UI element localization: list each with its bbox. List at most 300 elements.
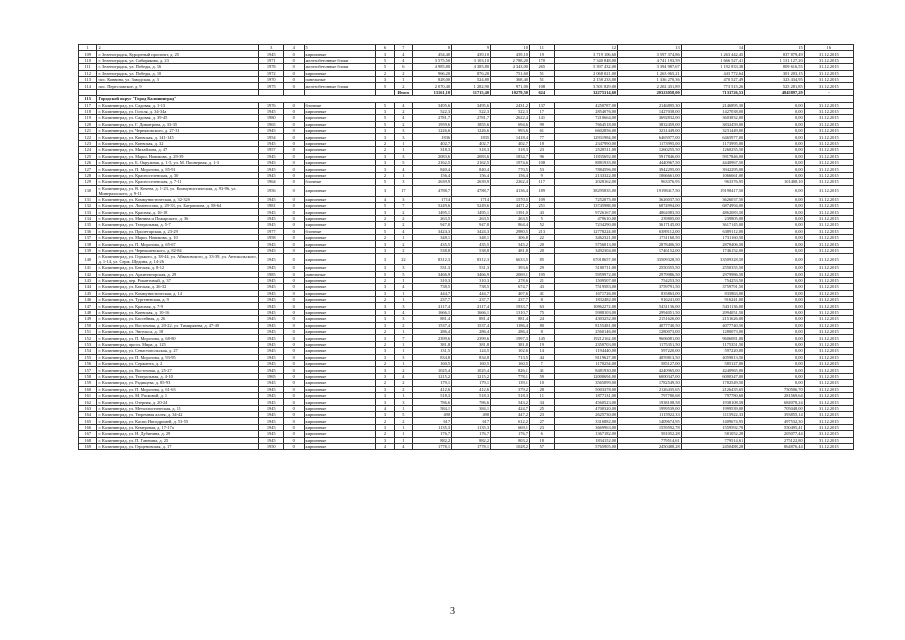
table-cell: 150: [79, 322, 97, 328]
table-cell: 3 719 106,60: [554, 51, 618, 57]
address-cell: г. Калининград, ул. Марш. Новикова, д. 29-39: [97, 153, 259, 159]
table-cell: 158: [79, 373, 97, 379]
table-cell: 518,3: [452, 392, 491, 398]
table-cell: 1: [394, 424, 412, 430]
table-cell: 153: [79, 341, 97, 347]
table-cell: 102,6: [491, 348, 530, 354]
table-cell: 2151626,00: [618, 316, 682, 322]
table-cell: 0: [284, 196, 305, 202]
table-cell: 169: [79, 444, 97, 450]
table-cell: 1173995,00: [681, 140, 745, 146]
table-cell: кирпичные: [304, 115, 376, 121]
table-cell: 301 203,15: [745, 70, 804, 76]
table-cell: 5765905,00: [554, 444, 618, 450]
table-cell: 1945: [259, 254, 284, 265]
table-cell: 2162,5: [452, 160, 491, 166]
table-cell: 3: [376, 166, 394, 172]
table-cell: 3 575,50: [413, 57, 452, 63]
table-cell: 4862083,50: [681, 209, 745, 215]
table-cell: 1976: [259, 102, 284, 108]
table-cell: 381,8: [413, 341, 452, 347]
table-cell: 5: [394, 412, 412, 418]
table-cell: 131: [79, 196, 97, 202]
table-cell: 738,5: [452, 284, 491, 290]
table-cell: 0: [284, 70, 305, 76]
table-cell: 0: [284, 57, 305, 63]
table-cell: 2347990,00: [554, 140, 618, 146]
table-cell: 5756813,00: [554, 241, 618, 247]
table-cell: 2: [394, 241, 412, 247]
table-cell: 31.12.2015: [804, 128, 853, 134]
table-cell: кирпичные: [304, 202, 376, 208]
table-cell: 7210664,00: [554, 115, 618, 121]
table-cell: 1945: [259, 335, 284, 341]
table-cell: 31.12.2015: [804, 284, 853, 290]
table-cell: 1: [394, 147, 412, 153]
table-cell: 1945: [259, 392, 284, 398]
table-cell: 128: [79, 172, 97, 178]
table-cell: 1945: [259, 399, 284, 405]
table-cell: 31.12.2015: [804, 431, 853, 437]
table-cell: 2994051,50: [618, 309, 682, 315]
address-cell: г. Калининград, ул. Театральная, д. 5-7: [97, 222, 259, 228]
table-cell: 8312,3: [413, 254, 452, 265]
table-cell: 152: [79, 335, 97, 341]
table-cell: 4862083,50: [618, 209, 682, 215]
table-cell: 205077,44: [745, 431, 804, 437]
table-cell: 2: [376, 297, 394, 303]
table-cell: 368,40: [491, 76, 530, 82]
table-cell: 1834,7: [491, 153, 530, 159]
table-cell: 0: [284, 335, 305, 341]
table-cell: 1945: [259, 196, 284, 202]
table-cell: 5249,6: [413, 202, 452, 208]
table-cell: 2: [376, 329, 394, 335]
table-cell: 141: [79, 265, 97, 271]
table-cell: 2151626,00: [681, 316, 745, 322]
table-cell: 0,00: [745, 380, 804, 386]
table-cell: 5: [376, 57, 394, 63]
table-cell: 381,8: [452, 341, 491, 347]
table-cell: 3: [394, 153, 412, 159]
table-cell: 3: [376, 437, 394, 443]
table-cell: 3: [394, 128, 412, 134]
table-cell: 77: [529, 134, 554, 140]
table-cell: кирпичные: [304, 335, 376, 341]
table-cell: 0,00: [745, 202, 804, 208]
table-cell: панельные: [304, 271, 376, 277]
table-cell: 4059813,50: [618, 354, 682, 360]
table-cell: 31.12.2015: [804, 202, 853, 208]
table-cell: кирпичные: [304, 322, 376, 328]
table-cell: 1975: [259, 83, 284, 89]
table-cell: кирпичные: [304, 360, 376, 366]
table-cell: 0: [284, 215, 305, 221]
table-cell: 176,7: [491, 431, 530, 437]
table-cell: 3: [394, 179, 412, 185]
total-cell: -: [804, 89, 853, 95]
table-cell: кирпичные: [304, 309, 376, 315]
table-cell: 31.12.2015: [804, 209, 853, 215]
table-cell: 778,1: [491, 373, 530, 379]
table-cell: 179,1: [413, 380, 452, 386]
table-cell: 132: [79, 202, 97, 208]
table-cell: кирпичные: [304, 277, 376, 283]
table-cell: 2994051,50: [681, 309, 745, 315]
table-cell: 1945: [259, 437, 284, 443]
table-cell: 966,20: [413, 70, 452, 76]
table-cell: 133: [79, 209, 97, 215]
table-cell: 0: [284, 392, 305, 398]
address-cell: г. Калининград, ул. Архитекторская, д. 29: [97, 271, 259, 277]
table-cell: 286,4: [413, 329, 452, 335]
table-cell: 31.12.2015: [804, 341, 853, 347]
table-cell: кирпичные: [304, 196, 376, 202]
table-cell: 0,00: [745, 121, 804, 127]
table-cell: 124,5: [452, 348, 491, 354]
table-cell: 828,00: [413, 76, 452, 82]
table-cell: 1409674,95: [681, 418, 745, 424]
table-cell: 113: [79, 76, 97, 82]
table-cell: 617: [452, 418, 491, 424]
table-body: [79, 45, 854, 450]
table-cell: 0: [284, 431, 305, 437]
table-cell: кирпичные: [304, 247, 376, 253]
table-cell: 1834152,00: [554, 437, 618, 443]
table-cell: 4 385,80: [452, 64, 491, 70]
table-cell: 8119627,00: [554, 354, 618, 360]
table-cell: 1: [394, 431, 412, 437]
table-cell: 31.12.2015: [804, 228, 853, 234]
table-cell: 2979986,50: [618, 271, 682, 277]
table-cell: 2133322,00: [554, 172, 618, 178]
table-cell: 4: [394, 309, 412, 315]
address-cell: г. Калининград, ул. Восточная, д. 25-27: [97, 367, 259, 373]
table-cell: 4: [394, 444, 412, 450]
housing-registry-table: [78, 44, 854, 450]
table-cell: кирпичные: [304, 373, 376, 379]
table-cell: 407,6: [491, 290, 530, 296]
table-cell: 148: [79, 309, 97, 315]
table-cell: 705048,00: [745, 405, 804, 411]
table-cell: 826,1: [491, 367, 530, 373]
table-cell: 139,1: [491, 380, 530, 386]
table-cell: 7234290,00: [554, 222, 618, 228]
table-cell: 876,20: [452, 70, 491, 76]
table-cell: 31.12.2015: [804, 172, 853, 178]
table-cell: 31.12.2015: [804, 265, 853, 271]
table-cell: 18: [529, 140, 554, 146]
table-cell: 1537,4: [413, 322, 452, 328]
table-cell: 412,6: [413, 386, 452, 392]
table-cell: кирпичные: [304, 134, 376, 140]
table-cell: 1509507,00: [554, 277, 618, 283]
table-cell: 0: [284, 160, 305, 166]
table-cell: 2: [394, 108, 412, 114]
table-cell: 31.12.2015: [804, 241, 853, 247]
table-cell: 1945: [259, 265, 284, 271]
table-cell: 2550355,50: [618, 265, 682, 271]
table-row: [79, 444, 854, 450]
table-cell: 33509328,50: [681, 254, 745, 265]
address-cell: г. Зеленоградск, Курортный проспект, д. 25: [97, 51, 259, 57]
table-cell: 2 068 021,00: [554, 70, 618, 76]
table-cell: 22: [529, 234, 554, 240]
table-cell: 61: [529, 128, 554, 134]
table-cell: 31.12.2015: [804, 70, 853, 76]
table-cell: 160,5: [413, 360, 452, 366]
table-cell: 31.12.2015: [804, 335, 853, 341]
table-cell: кирпичные: [304, 367, 376, 373]
table-cell: 490: [452, 412, 491, 418]
table-cell: 121: [79, 128, 97, 134]
table-cell: 265: [529, 64, 554, 70]
table-cell: 1: [394, 277, 412, 283]
table-cell: 31.12.2015: [804, 215, 853, 221]
table-cell: 0,00: [745, 341, 804, 347]
table-cell: кирпичные: [304, 153, 376, 159]
table-cell: 4440967,50: [618, 160, 682, 166]
table-cell: 99: [529, 121, 554, 127]
table-cell: 4077740,50: [618, 322, 682, 328]
table-cell: 0,00: [745, 196, 804, 202]
table-cell: 2 788,20: [491, 57, 530, 63]
table-cell: 0: [284, 179, 305, 185]
table-cell: 1945: [259, 166, 284, 172]
table-cell: 1115922,33: [681, 412, 745, 418]
table-cell: 1 131 127,20: [745, 57, 804, 63]
table-cell: 3942295,00: [681, 166, 745, 172]
table-cell: 835863,00: [681, 290, 745, 296]
table-cell: 2083,6: [452, 153, 491, 159]
table-cell: 1194440,00: [554, 348, 618, 354]
table-cell: 19: [529, 51, 554, 57]
table-cell: 1537,4: [452, 322, 491, 328]
table-cell: 0,00: [745, 290, 804, 296]
table-cell: 834,8: [452, 354, 491, 360]
table-cell: 1945: [259, 140, 284, 146]
table-cell: 3: [376, 160, 394, 166]
table-cell: 597220,00: [681, 348, 745, 354]
table-cell: 524,80: [452, 76, 491, 82]
table-cell: 444,7: [452, 290, 491, 296]
table-cell: 803,2: [491, 437, 530, 443]
table-cell: 1: [394, 437, 412, 443]
table-cell: 3617145,00: [618, 222, 682, 228]
table-cell: кирпичные: [304, 329, 376, 335]
table-cell: кирпичные: [304, 412, 376, 418]
table-cell: 0: [284, 185, 305, 196]
table-cell: 109: [79, 51, 97, 57]
total-cell: 13161,10: [413, 89, 452, 95]
address-cell: г. Калининград, ул. Бассейная, д. 26: [97, 316, 259, 322]
table-cell: 3: [394, 196, 412, 202]
table-cell: 165: [79, 418, 97, 424]
table-cell: 31.12.2015: [804, 444, 853, 450]
table-cell: 2028162,00: [554, 179, 618, 185]
table-cell: 881,4: [452, 316, 491, 322]
address-cell: г. Калининград, ул. Киевская, д. 141-145: [97, 134, 259, 140]
table-cell: 0: [284, 418, 305, 424]
table-cell: 402,7: [452, 140, 491, 146]
table-cell: 3495,6: [452, 102, 491, 108]
table-cell: 101408,10: [745, 179, 804, 185]
table-cell: кирпичные: [304, 215, 376, 221]
table-cell: кирпичные: [304, 254, 376, 265]
table-cell: 59: [529, 373, 554, 379]
table-cell: 8481930,00: [554, 367, 618, 373]
address-cell: г. Калининград, ул. Киевская, д. 10-16: [97, 309, 259, 315]
table-cell: 1671726,00: [554, 290, 618, 296]
address-cell: г. Зеленоградск, ул. Победы, д. 16: [97, 64, 259, 70]
table-cell: 5: [304, 45, 376, 51]
table-cell: 3466,9: [452, 271, 491, 277]
table-cell: 167: [79, 431, 97, 437]
table-cell: 1 192 833,38: [681, 64, 745, 70]
address-cell: г. Калининград, ул. Герценовская, д. 17: [97, 444, 259, 450]
table-cell: кирпичные: [304, 386, 376, 392]
table-cell: 779514,61: [618, 437, 682, 443]
table-cell: 161: [79, 392, 97, 398]
table-cell: 3: [376, 303, 394, 309]
table-cell: 2399,6: [413, 335, 452, 341]
table-cell: 2: [376, 215, 394, 221]
table-cell: 0: [284, 241, 305, 247]
table-cell: 2: [376, 172, 394, 178]
table-cell: 4: [394, 284, 412, 290]
table-cell: 112: [79, 70, 97, 76]
address-cell: г. Калининград, ул. Кемеровая, д. 17-17а: [97, 424, 259, 430]
table-cell: 162: [79, 399, 97, 405]
table-cell: 3 597 374,86: [618, 51, 682, 57]
table-cell: 25: [529, 405, 554, 411]
table-cell: кирпичные: [304, 399, 376, 405]
table-cell: 0: [284, 202, 305, 208]
table-cell: 6465977,00: [618, 134, 682, 140]
table-cell: 168: [79, 437, 97, 443]
table-cell: 16: [804, 45, 853, 51]
table-cell: 3: [376, 128, 394, 134]
address-cell: г. Калининград, ул. Красноселенская, д. 7-11: [97, 179, 259, 185]
address-cell: г. Калининград, пер. Рокантовый, д. 37: [97, 277, 259, 283]
table-cell: 0: [284, 373, 305, 379]
table-cell: 147: [79, 303, 97, 309]
table-cell: 770,5: [491, 166, 530, 172]
table-cell: 1: [394, 329, 412, 335]
table-cell: 0,00: [745, 153, 804, 159]
table-cell: 2878406,50: [681, 241, 745, 247]
table-cell: 2560146,00: [554, 329, 618, 335]
table-cell: 176,7: [452, 431, 491, 437]
table-cell: 1945: [259, 303, 284, 309]
total-cell: 11715,40: [452, 89, 491, 95]
table-cell: 1 263 442,45: [681, 51, 745, 57]
table-cell: 5917846,00: [681, 153, 745, 159]
total-cell: 32275314,60: [554, 89, 618, 95]
table-cell: 2350703,00: [554, 341, 618, 347]
table-cell: 109: [529, 196, 554, 202]
table-cell: 6000347,00: [681, 373, 745, 379]
table-cell: 786,6: [413, 399, 452, 405]
table-cell: 1 666 527,41: [681, 57, 745, 63]
table-cell: 2: [376, 341, 394, 347]
table-cell: 1965: [259, 373, 284, 379]
table-cell: 6: [394, 64, 412, 70]
table-cell: 4250787,00: [554, 102, 618, 108]
table-cell: 1980: [259, 115, 284, 121]
table-cell: 3: [376, 316, 394, 322]
table-cell: панельные: [304, 76, 376, 82]
table-cell: 5100711,00: [554, 265, 618, 271]
table-cell: 2980,5: [491, 228, 530, 234]
table-cell: 754253,50: [618, 277, 682, 283]
table-cell: 6602856,00: [554, 128, 618, 134]
table-cell: 318,3: [413, 147, 452, 153]
table-cell: 2: [394, 215, 412, 221]
table-cell: 3759791,50: [618, 284, 682, 290]
table-cell: 0: [284, 367, 305, 373]
table-cell: 1310,7: [491, 309, 530, 315]
table-cell: 155: [79, 354, 97, 360]
table-cell: 393,6: [491, 265, 530, 271]
address-cell: г. Калининград, ул. Красноселенская, д. 30: [97, 172, 259, 178]
table-cell: 1945: [259, 222, 284, 228]
table-cell: 1495,1: [413, 209, 452, 215]
table-cell: 31.12.2015: [804, 108, 853, 114]
table-cell: 2117,4: [452, 303, 491, 309]
table-cell: 694,6: [491, 121, 530, 127]
table-cell: 3692832,00: [618, 115, 682, 121]
table-cell: 31.12.2015: [804, 290, 853, 296]
table-cell: 0,00: [745, 309, 804, 315]
address-cell: г. Калининград, ул. Ломоносова, д. 29-33, ул. Багратиона, д. 58-64: [97, 202, 259, 208]
table-cell: 835863,00: [618, 290, 682, 296]
table-cell: 145: [79, 290, 97, 296]
table-cell: кирпичные: [304, 444, 376, 450]
table-cell: 146: [79, 297, 97, 303]
table-cell: 1978: [259, 64, 284, 70]
address-cell: г. Калининград, ул. Б. Окружная, д. 1-5, ул. М. Пионерная, д. 1-3: [97, 160, 259, 166]
table-cell: 2: [394, 70, 412, 76]
table-cell: 443 772,64: [681, 70, 745, 76]
table-cell: 0: [284, 329, 305, 335]
table-cell: 2126435,65: [681, 386, 745, 392]
table-cell: 157: [79, 367, 97, 373]
table-cell: 24: [529, 316, 554, 322]
table-cell: 3: [376, 51, 394, 57]
table-cell: 1974,6: [491, 160, 530, 166]
table-cell: 0: [284, 303, 305, 309]
table-cell: 4: [376, 444, 394, 450]
table-cell: 31.12.2015: [804, 316, 853, 322]
address-cell: г. Калининград, ул. П. Морозова, д. 85-91: [97, 166, 259, 172]
table-cell: 0: [284, 166, 305, 172]
table-cell: 1945: [259, 405, 284, 411]
table-cell: 0: [284, 380, 305, 386]
table-cell: 0: [284, 128, 305, 134]
table-cell: 4: [394, 228, 412, 234]
table-cell: 3: [394, 265, 412, 271]
table-cell: 53: [529, 166, 554, 172]
address-cell: г. Калининград, ул. Гоголя, д. 34-34а: [97, 108, 259, 114]
table-cell: 3424,3: [452, 228, 491, 234]
table-cell: 1945: [259, 247, 284, 253]
table-cell: 1731160,50: [681, 234, 745, 240]
table-cell: 1731160,50: [618, 234, 682, 240]
table-cell: 881,4: [491, 316, 530, 322]
table-cell: 134: [79, 215, 97, 221]
table-cell: 518,3: [491, 392, 530, 398]
